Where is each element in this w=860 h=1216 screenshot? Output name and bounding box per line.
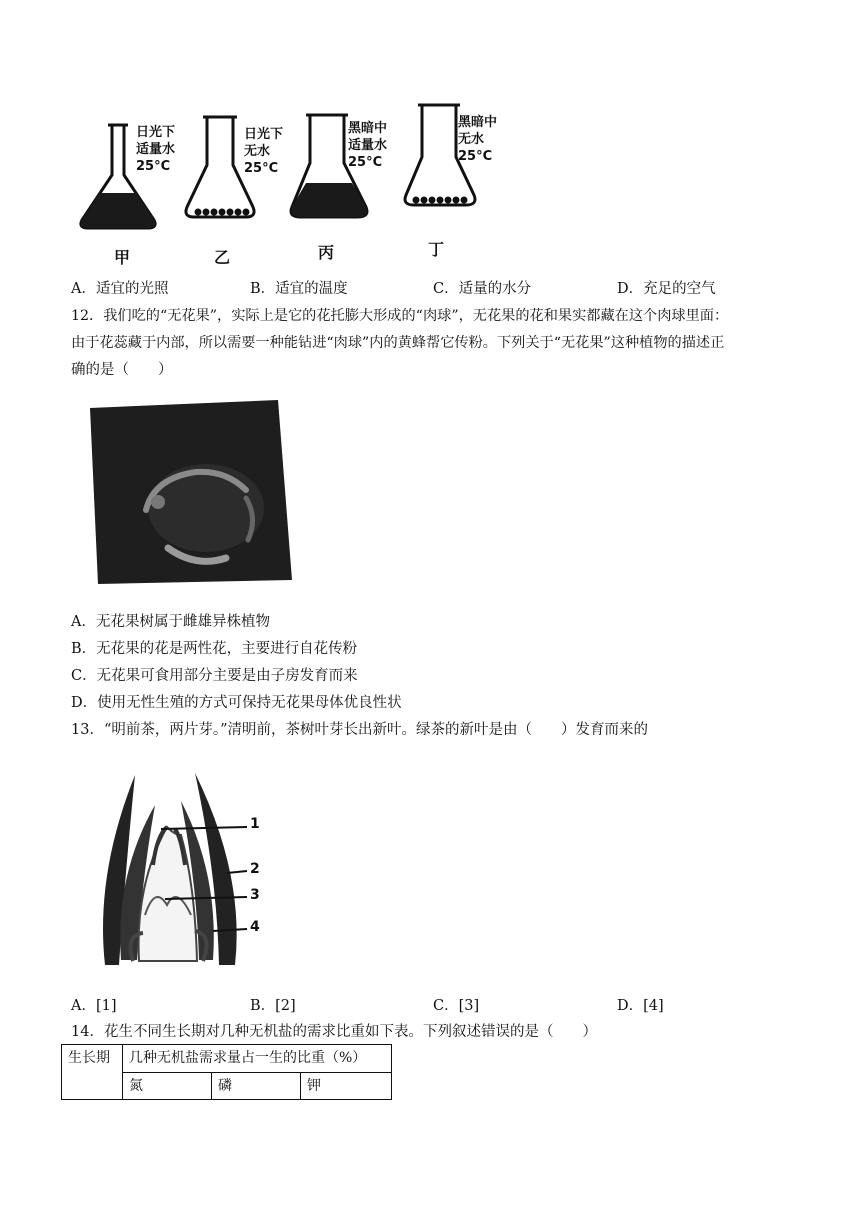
nutrient-table — [61, 1044, 392, 1100]
q14-stem: 14．花生不同生长期对几种无机盐的需求比重如下表。下列叙述错误的是（ ） — [71, 1024, 597, 1040]
q12-stem-line-2: 由于花蕊藏于内部，所以需要一种能钻进“肉球”内的黄蜂帮它传粉。下列关于“无花果”这种植物的描述正 — [71, 335, 725, 351]
flask-jia-conditions: 日光下 适量水 25°C — [136, 125, 176, 174]
flask-ding-name: 丁 — [428, 240, 445, 259]
q12-option-c[interactable]: C．无花果可食用部分主要是由子房发育而来 — [71, 668, 358, 684]
q11-option-c[interactable]: C．适量的水分 — [433, 281, 532, 297]
q12-stem-line-3: 确的是（ ） — [71, 362, 173, 378]
fig-photo — [86, 398, 294, 586]
q13-option-b[interactable]: B．[2] — [250, 998, 296, 1014]
table-group-header: 几种无机盐需求量占一生的比重（%） — [123, 1045, 392, 1073]
q11-option-a[interactable]: A．适宜的光照 — [71, 281, 169, 297]
q12-option-b[interactable]: B．无花果的花是两性花，主要进行自花传粉 — [71, 641, 358, 657]
q13-stem: 13．“明前茶，两片芽。”清明前，茶树叶芽长出新叶。绿茶的新叶是由（ ）发育而来的 — [71, 722, 649, 738]
table-col-nitrogen: 氮 — [123, 1072, 212, 1100]
flask-yi-conditions: 日光下 无水 25°C — [244, 127, 284, 176]
flask-ding-conditions: 黑暗中 无水 25°C — [458, 115, 498, 164]
q13-option-c[interactable]: C．[3] — [433, 998, 480, 1014]
q13-option-d[interactable]: D．[4] — [617, 998, 664, 1014]
bud-label-4: 4 — [250, 919, 260, 935]
flask-jia-name: 甲 — [114, 248, 131, 267]
leaf-bud-diagram — [95, 765, 270, 975]
bud-label-2: 2 — [250, 861, 260, 877]
q12-option-a[interactable]: A．无花果树属于雌雄异株植物 — [71, 614, 270, 630]
flask-yi-name: 乙 — [214, 248, 231, 267]
q12-option-d[interactable]: D．使用无性生殖的方式可保持无花果母体优良性状 — [71, 695, 402, 711]
q12-stem-line-1: 12．我们吃的“无花果”，实际上是它的花托膨大形成的“肉球”，无花果的花和果实都藏在这个肉球里面： — [71, 308, 729, 324]
flask-bing-name: 丙 — [318, 243, 335, 262]
flask-bing-conditions: 黑暗中 适量水 25°C — [348, 121, 388, 170]
bud-label-1: 1 — [250, 816, 260, 832]
q11-option-d[interactable]: D．充足的空气 — [617, 281, 716, 297]
q11-option-b[interactable]: B．适宜的温度 — [250, 281, 348, 297]
bud-label-3: 3 — [250, 887, 260, 903]
q13-option-a[interactable]: A．[1] — [71, 998, 117, 1014]
table-row-header: 生长期 — [62, 1045, 123, 1100]
table-col-potassium: 钾 — [301, 1072, 392, 1100]
table-col-phosphorus: 磷 — [212, 1072, 301, 1100]
